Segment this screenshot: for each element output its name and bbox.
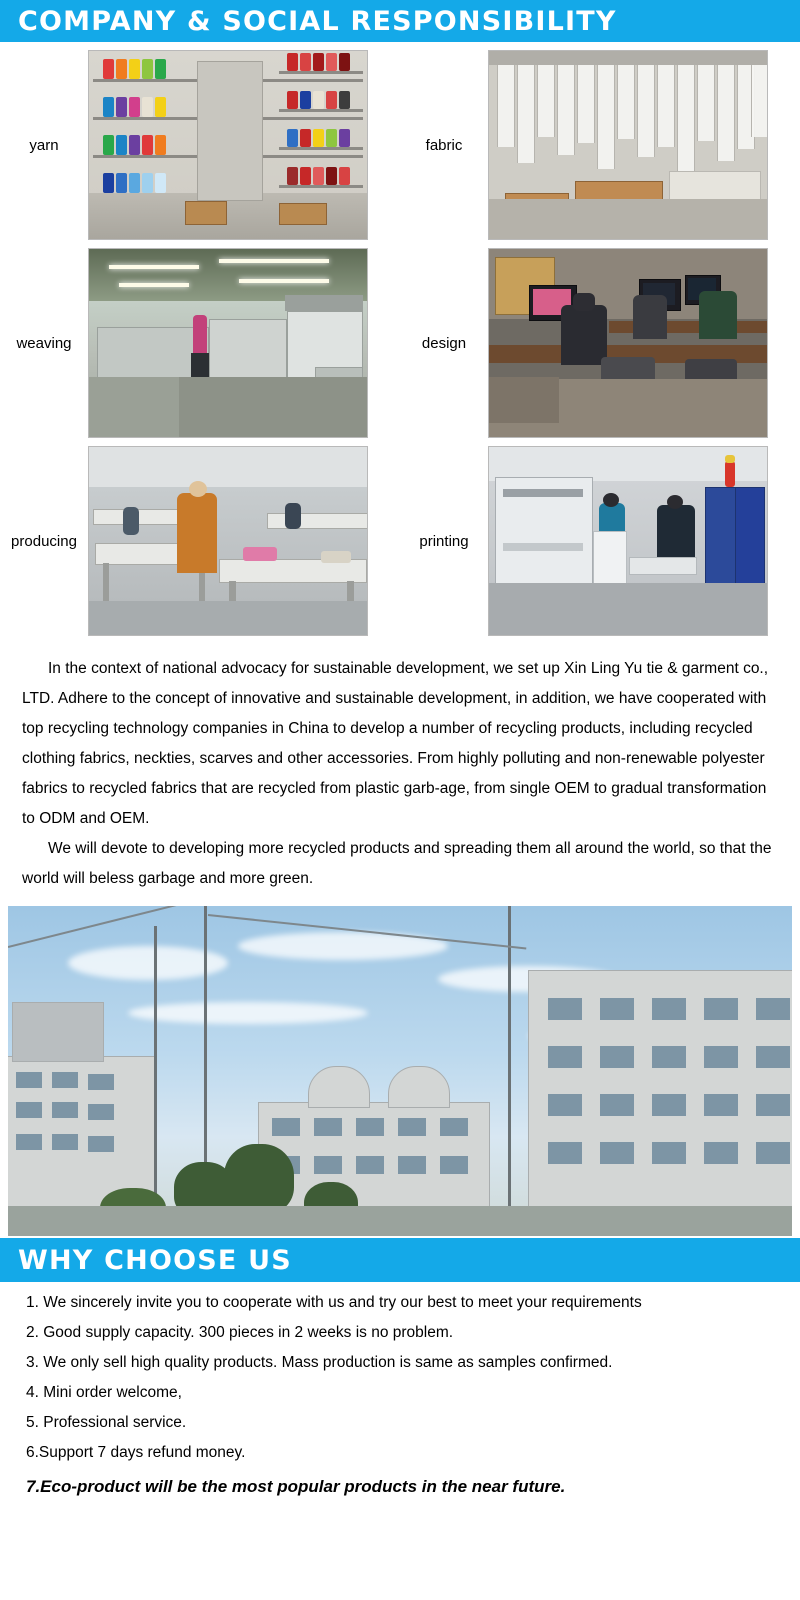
list-item-highlight: 7.Eco-product will be the most popular products in the near future. [26, 1477, 566, 1496]
photo-printing [488, 446, 768, 636]
process-row [0, 446, 800, 636]
process-row [0, 248, 800, 438]
process-item-yarn [0, 50, 400, 240]
photo-design [488, 248, 768, 438]
process-row [0, 50, 800, 240]
photo-producing [88, 446, 368, 636]
list-item: 6.Support 7 days refund money. [26, 1444, 246, 1461]
paragraph-2: We will devote to developing more recycled products and spreading them all around the world, so that the world will beless garbage and more green. [22, 840, 772, 887]
why-choose-us-list [0, 1282, 800, 1502]
process-photo-grid [0, 42, 800, 636]
process-label-yarn: yarn [29, 136, 59, 154]
process-item-design [400, 248, 800, 438]
list-item: 4. Mini order welcome, [26, 1384, 182, 1401]
photo-factory-buildings [8, 906, 792, 1236]
process-label-weaving: weaving [16, 334, 72, 352]
section-title-why: WHY CHOOSE US [18, 1244, 292, 1276]
list-item: 2. Good supply capacity. 300 pieces in 2 weeks is no problem. [26, 1324, 454, 1341]
process-item-printing [400, 446, 800, 636]
section-header-why [0, 1238, 800, 1282]
paragraph-1: In the context of national advocacy for sustainable development, we set up Xin Ling Yu tie & garment co., LTD. Adhere to the concept of innovative and sustainable development, in addition, we have cooperated with top recycling technology companies in China to develop a number of recycling products, including recycled clothing fabrics, neckties, scarves and other accessories. From highly polluting and non-renewable polyester fabrics to recycled fabrics that are recycled from plastic garb-age, from single OEM to gradual transformation to ODM and OEM. [22, 660, 769, 827]
section-title-company: COMPANY & SOCIAL RESPONSIBILITY [18, 5, 617, 37]
list-item: 5. Professional service. [26, 1414, 187, 1431]
list-item: 3. We only sell high quality products. Mass production is same as samples confirmed. [26, 1354, 613, 1371]
process-item-fabric [400, 50, 800, 240]
photo-fabric [488, 50, 768, 240]
list-item: 1. We sincerely invite you to cooperate with us and try our best to meet your requirements [26, 1294, 642, 1311]
photo-weaving [88, 248, 368, 438]
company-description [0, 644, 800, 900]
process-item-producing [0, 446, 400, 636]
process-label-producing: producing [11, 532, 77, 550]
process-label-design: design [421, 334, 467, 352]
process-label-fabric: fabric [425, 136, 463, 154]
process-item-weaving [0, 248, 400, 438]
process-label-printing: printing [419, 532, 469, 550]
section-header-company [0, 0, 800, 42]
photo-yarn [88, 50, 368, 240]
